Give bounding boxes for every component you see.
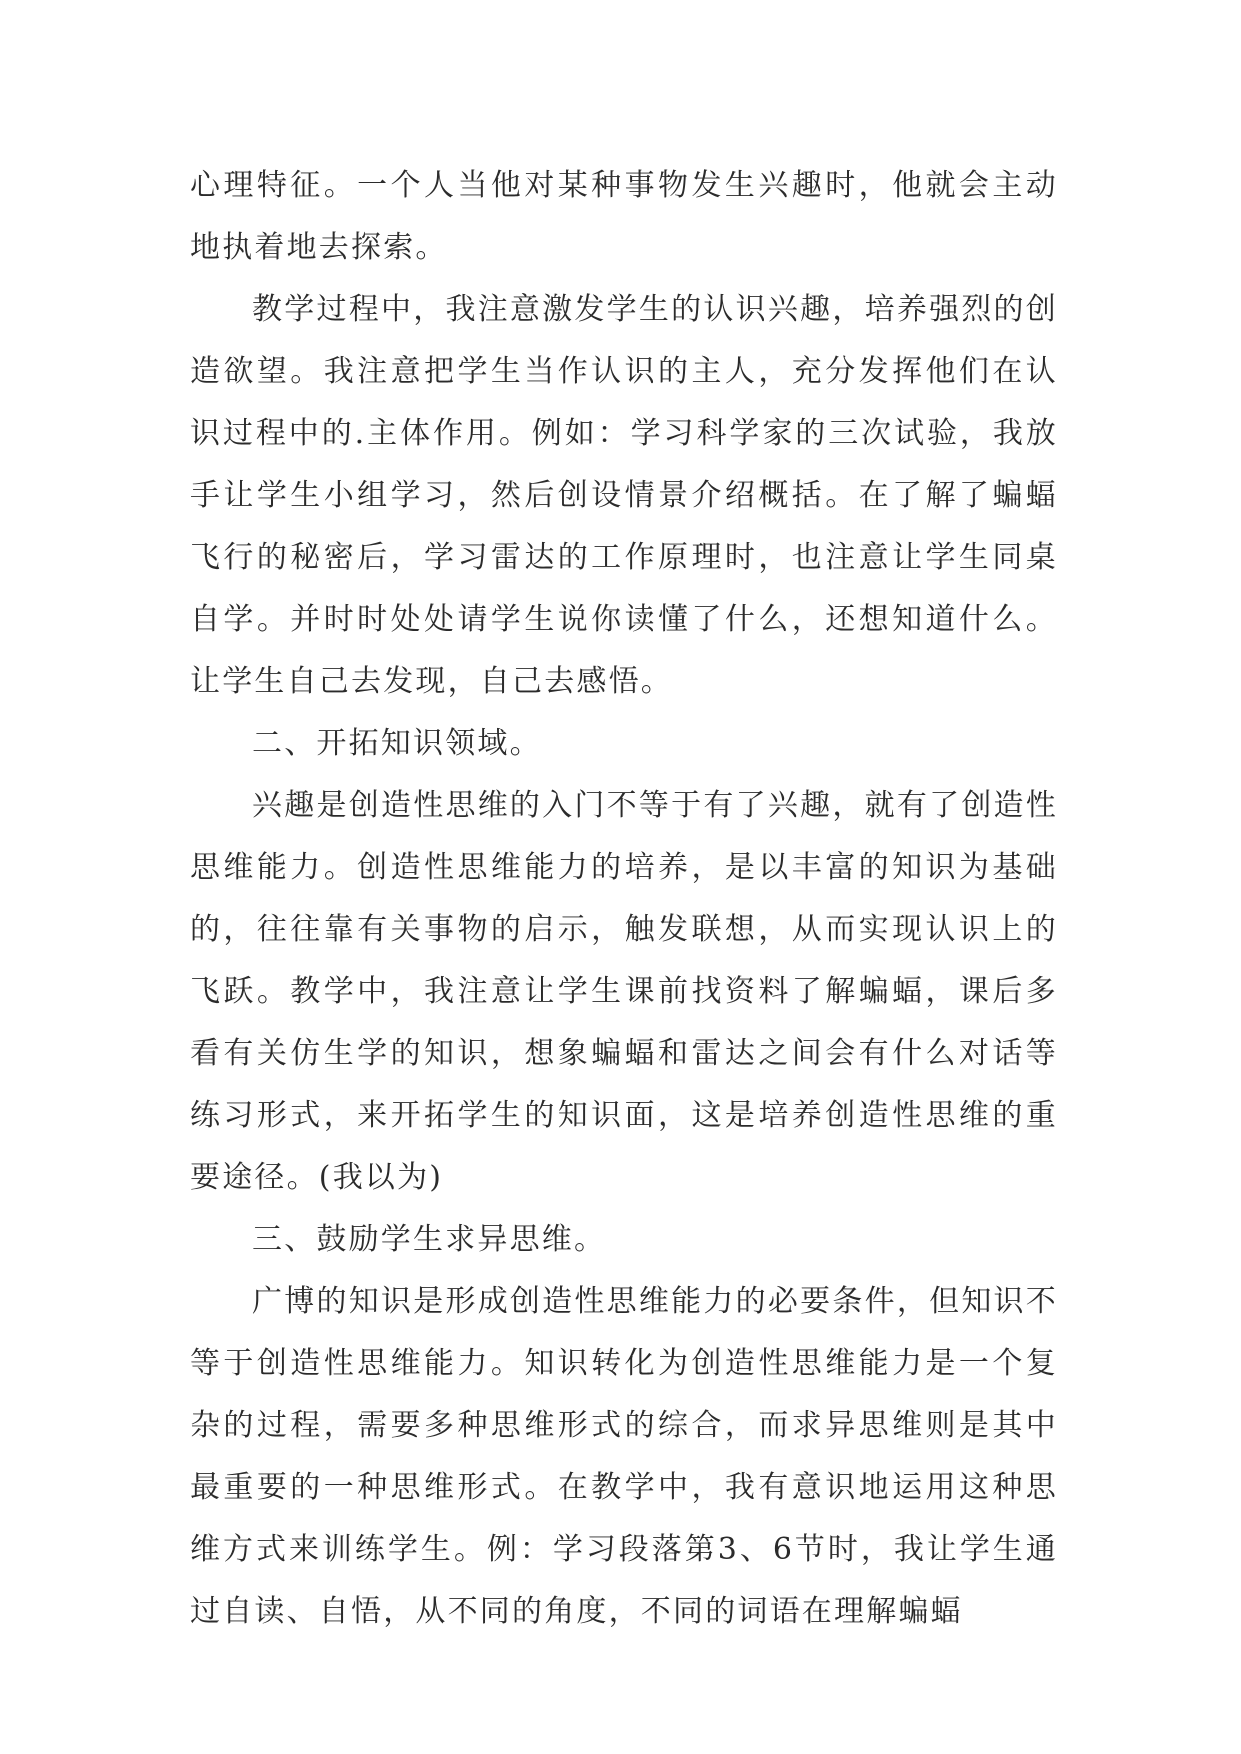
paragraph-divergent-thinking: 广博的知识是形成创造性思维能力的必要条件，但知识不等于创造性思维能力。知识转化为创造性思维能力是一个复杂的过程，需要多种思维形式的综合，而求异思维则是其中最重要的一种思维形式。在教学中，我有意识地运用这种思维方式来训练学生。例：学习段落第3、6节时，我让学生通过自读、自悟，从不同的角度，不同的词语在理解蝙蝠 (190, 1284, 1058, 1629)
paragraph-knowledge-field: 兴趣是创造性思维的入门不等于有了兴趣，就有了创造性思维能力。创造性思维能力的培养，是以丰富的知识为基础的，往往靠有关事物的启示，触发联想，从而实现认识上的飞跃。教学中，我注意让学生课前找资料了解蝙蝠，课后多看有关仿生学的知识，想象蝙蝠和雷达之间会有什么对话等练习形式，来开拓学生的知识面，这是培养创造性思维的重要途径。(我以为) (190, 788, 1058, 1195)
section-heading-two: 二、开拓知识领域。 (252, 726, 542, 761)
section-heading-three: 三、鼓励学生求异思维。 (252, 1222, 607, 1257)
paragraph-continuation: 心理特征。一个人当他对某种事物发生兴趣时，他就会主动地执着地去探索。 (190, 168, 1058, 265)
paragraph-teaching-process: 教学过程中，我注意激发学生的认识兴趣，培养强烈的创造欲望。我注意把学生当作认识的主人，充分发挥他们在认识过程中的.主体作用。例如：学习科学家的三次试验，我放手让学生小组学习，然后创设情景介绍概括。在了解了蝙蝠飞行的秘密后，学习雷达的工作原理时，也注意让学生同桌自学。并时时处处请学生说你读懂了什么，还想知道什么。让学生自己去发现，自己去感悟。 (190, 292, 1058, 699)
document-body (190, 155, 1058, 1643)
